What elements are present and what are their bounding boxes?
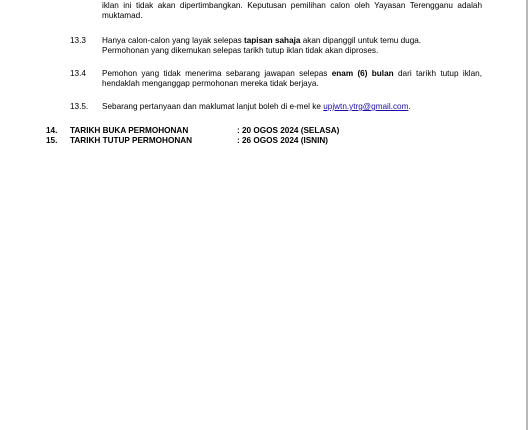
- paragraph-13-2-line-2: muktamad.: [102, 11, 143, 20]
- section-number-15: 15.: [46, 136, 58, 145]
- email-link[interactable]: upjwtn.ytrg@gmail.com: [323, 102, 409, 111]
- paragraph-13-4-bold: enam (6) bulan: [331, 69, 394, 78]
- section-label-open-date: TARIKH BUKA PERMOHONAN: [70, 126, 189, 135]
- section-label-close-date: TARIKH TUTUP PERMOHONAN: [70, 136, 193, 145]
- paragraph-13-5-period: .: [408, 102, 411, 111]
- paragraph-13-5-text: Sebarang pertanyaan dan maklumat lanjut boleh di e-mel ke: [102, 102, 321, 111]
- paragraph-13-4-line-1: [102, 69, 482, 79]
- item-number-13-3: 13.3: [70, 36, 86, 45]
- paragraph-13-3-line-1: [102, 36, 421, 46]
- paragraph-13-2-line-1: iklan ini tidak akan dipertimbangkan. Keputusan pemilihan calon oleh Yayasan Terengganu adalah: [102, 1, 482, 10]
- section-number-14: 14.: [46, 126, 58, 135]
- paragraph-13-4-line-2: hendaklah menganggap permohonan mereka tidak berjaya.: [102, 79, 319, 88]
- section-value-open-date: : 20 OGOS 2024 (SELASA): [237, 126, 340, 135]
- page-edge-divider: [526, 0, 528, 430]
- paragraph-13-5: [102, 102, 411, 112]
- paragraph-13-3-text-b: akan dipanggil untuk temu duga.: [302, 36, 422, 45]
- paragraph-13-4-text-b: dari tarikh tutup iklan,: [397, 69, 482, 78]
- item-number-13-4: 13.4: [70, 69, 86, 78]
- paragraph-13-3-text-a: Hanya calon-calon yang layak selepas: [102, 36, 242, 45]
- paragraph-13-4-text-a: Pemohon yang tidak menerima sebarang jawapan selepas: [102, 69, 328, 78]
- item-number-13-5: 13.5.: [70, 102, 89, 111]
- paragraph-13-3-line-2: Permohonan yang dikemukan selepas tarikh tutup iklan tidak akan diproses.: [102, 46, 379, 55]
- paragraph-13-3-bold: tapisan sahaja: [244, 36, 301, 45]
- section-value-close-date: : 26 OGOS 2024 (ISNIN): [237, 136, 329, 145]
